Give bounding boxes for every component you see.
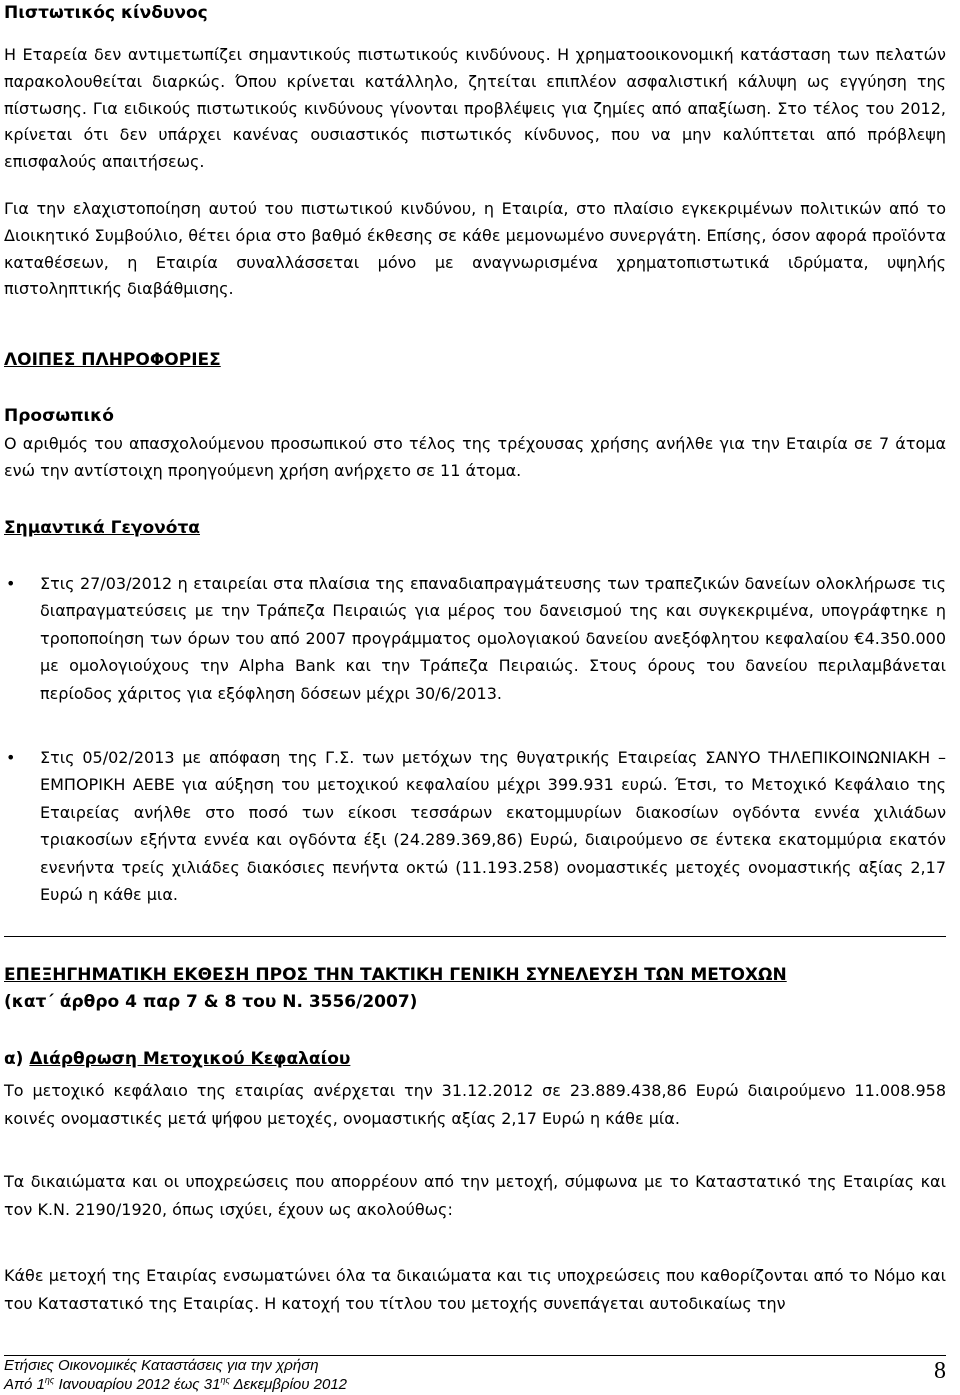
credit-risk-paragraph-1: Η Εταρεία δεν αντιμετωπίζει σημαντικούς πιστωτικούς κινδύνους. Η χρηματοοικονομική κατάσταση των πελατών παρακολουθείται διαρκώς. Όπου κρίνεται κατάλληλο, ζητείται επιπλέον ασφαλιστική κάλυψη ως εγγύηση της πίστωσης. Για ειδικούς πιστωτικούς κινδύνους γίνονται προβλέψεις για ζημίες από απαξίωση. Στο τέλος του 2012, κρίνεται ότι δεν υπάρχει κανένας ουσιαστικός πιστωτικός κίνδυνος, που να μην καλύπτεται από πρόβλεψη επισφαλούς απαιτήσεως. xyxy=(4,45,946,172)
personnel-heading: Προσωπικό xyxy=(4,406,114,426)
report-title: ΕΠΕΞΗΓΗΜΑΤΙΚΗ ΕΚΘΕΣΗ ΠΡΟΣ ΤΗΝ ΤΑΚΤΙΚΗ ΓΕΝΙΚΗ ΣΥΝΕΛΕΥΣΗ ΤΩΝ ΜΕΤΟΧΩΝ xyxy=(4,965,787,985)
footer-line-1: Ετήσιες Οικονομικές Καταστάσεις για την χρήση xyxy=(4,1357,319,1374)
capital-structure-heading xyxy=(4,1048,350,1070)
section-a-prefix: α) xyxy=(4,1049,30,1069)
report-subtitle: (κατ΄ άρθρο 4 παρ 7 & 8 του Ν. 3556/2007) xyxy=(4,992,418,1012)
credit-risk-heading: Πιστωτικός κίνδυνος xyxy=(4,3,208,23)
bullet-marker: • xyxy=(6,574,16,593)
events-heading: Σημαντικά Γεγονότα xyxy=(4,518,200,538)
bullet-marker: • xyxy=(6,748,16,767)
section-a-title: Διάρθρωση Μετοχικού Κεφαλαίου xyxy=(29,1049,351,1069)
footer-divider xyxy=(4,1355,946,1356)
other-info-heading: ΛΟΙΠΕΣ ΠΛΗΡΟΦΟΡΙΕΣ xyxy=(4,350,221,370)
event-item-2: Στις 05/02/2013 με απόφαση της Γ.Σ. των μετόχων της θυγατρικής Εταιρείας ΣΑΝΥΟ ΤΗΛΕΠΙΚΟΙΝΩΝΙΑΚΗ – ΕΜΠΟΡΙΚΗ ΑΕΒΕ για αύξηση του μετοχικού κεφαλαίου μέχρι 399.931 ευρώ. Έτσι, το Μετοχικό Κεφάλαιο της Εταιρείας ανήλθε στο ποσό των είκοσι τεσσάρων εκατομμυρίων διακοσίων ογδόντα εννέα χιλιάδων τριακοσίων εξήντα εννέα και ογδόντα έξι (24.289.369,86) Ευρώ, διαιρούμενο σε έντεκα εκατομμύρια εκατόν ενενήντα τρείς χιλιάδες διακόσιες πενήντα οκτώ (11.193.258) ονομαστικές μετοχές ονομαστικής αξίας 2,17 Ευρώ η κάθε μια. xyxy=(40,748,946,905)
credit-risk-paragraph-2: Για την ελαχιστοποίηση αυτού του πιστωτικού κινδύνου, η Εταιρία, στο πλαίσιο εγκεκριμένων πολιτικών από το Διοικητικό Συμβούλιο, θέτει όρια στο βαθμό έκθεσης σε κάθε μεμονωμένο συνεργάτη. Επίσης, όσον αφορά προϊόντα καταθέσεων, η Εταιρία συναλλάσσεται μόνο με αναγνωρισμένα χρηματοπιστωτικά ιδρύματα, υψηλής πιστοληπτικής διαβάθμισης. xyxy=(4,199,946,299)
rights-paragraph: Τα δικαιώματα και οι υποχρεώσεις που απορρέουν από την μετοχή, σύμφωνα με το Καταστατικό της Εταιρίας και τον Κ.Ν. 2190/1920, όπως ισχύει, έχουν ως ακολούθως: xyxy=(4,1172,946,1219)
section-divider xyxy=(4,936,946,937)
personnel-paragraph: Ο αριθμός του απασχολούμενου προσωπικού στο τέλος της τρέχουσας χρήσης ανήλθε για την Εταιρία σε 7 άτομα ενώ την αντίστοιχη προηγούμενη χρήση ανήρχετο σε 11 άτομα. xyxy=(4,434,946,480)
event-item-1: Στις 27/03/2012 η εταιρείαι στα πλαίσια της επαναδιαπραγμάτευσης των τραπεζικών δανείων ολοκλήρωσε τις διαπραγματεύσεις με την Τράπεζα Πειραιώς για μέρος του δανεισμού της και συγκεκριμένα, υπογράφτηκε η τροποποίηση των όρων του από 2007 προγράμματος ομολογιακού δανείου ανεξόφλητου κεφαλαίου €4.350.000 με ομολογιούχους την Alpha Bank και την Τράπεζα Πειραιώς. Στους όρους του δανείου περιλαμβάνεται περίοδος χάριτος για εξόφληση δόσεων μέχρι 30/6/2013. xyxy=(40,574,946,703)
footer-line-2: Από $1^{\eta\varsigma}$ Ιανουαρίου 2012 έως $31^{\eta\varsigma}$ Δεκεμβρίου 2012 xyxy=(4,1375,348,1393)
shares-paragraph: Κάθε μετοχή της Εταιρίας ενσωματώνει όλα τα δικαιώματα και τις υποχρεώσεις που καθορίζονται από το Νόμο και του Καταστατικό της Εταιρίας. Η κατοχή του τίτλου του μετοχής συνεπάγεται αυτοδικαίως την xyxy=(4,1266,946,1313)
page-number: 8 xyxy=(934,1358,946,1384)
capital-paragraph: Το μετοχικό κεφάλαιο της εταιρίας ανέρχεται την 31.12.2012 σε 23.889.438,86 Ευρώ διαιρούμενο 11.008.958 κοινές ονομαστικές μετά ψήφου μετοχές, ονομαστικής αξίας 2,17 Ευρώ η κάθε μία. xyxy=(4,1081,946,1128)
